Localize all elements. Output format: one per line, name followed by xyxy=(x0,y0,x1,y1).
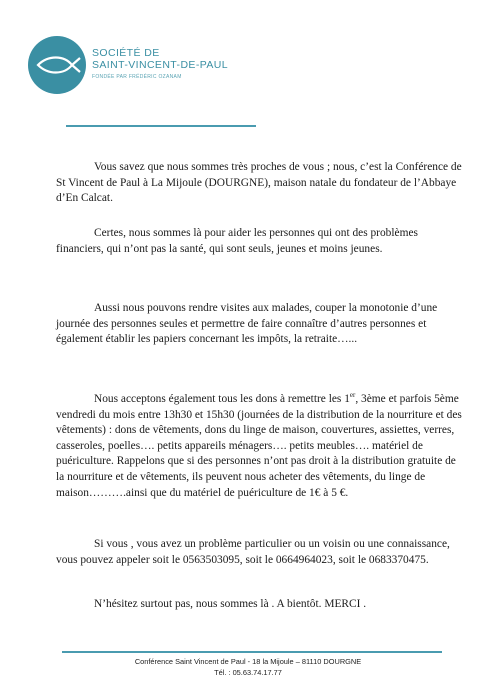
fish-icon xyxy=(28,36,86,94)
footer-phone: Tél. : 05.63.74.17.77 xyxy=(214,668,282,677)
paragraph-contact-text: Si vous , vous avez un problème particulier ou un voisin ou une connaissance, vous pouvez appeler soit le 0563503095, soit le 0664964023, soit le 0683370475. xyxy=(56,538,450,566)
paragraph-closing xyxy=(56,597,462,613)
paragraph-visits xyxy=(56,301,462,348)
footer-address: Conférence Saint Vincent de Paul - 18 la Mijoule – 81110 DOURGNE xyxy=(134,657,362,666)
paragraph-aid-text: Certes, nous sommes là pour aider les personnes qui ont des problèmes financiers, qui n’ont pas la santé, qui sont seuls, jeunes et moins jeunes. xyxy=(56,227,418,255)
logo-tagline: FONDÉE PAR FRÉDÉRIC OZANAM xyxy=(92,74,182,80)
footer-divider xyxy=(62,651,442,653)
paragraph-intro-text: Vous savez que nous sommes très proches de vous ; nous, c’est la Conférence de St Vincent de Paul à La Mijoule (DOURGNE), maison natale du fondateur de l’Abbaye d’En Calcat. xyxy=(56,161,462,205)
paragraph-aid xyxy=(56,226,462,257)
paragraph-donations xyxy=(56,392,462,501)
logo-wordmark xyxy=(92,47,228,80)
logo-line-2: SAINT-VINCENT-DE-PAUL xyxy=(92,59,228,71)
paragraph-intro xyxy=(56,160,462,207)
header-divider xyxy=(66,125,256,127)
paragraph-contact xyxy=(56,537,462,568)
paragraph-donations-text-end: , 3ème et parfois 5ème vendredi du mois entre 13h30 et 15h30 (journées de la distribution de la nourriture et des vêtements) : dons de vêtements, dons du linge de maison, couvertures, assiettes, verres, casseroles, poelles…. petits appareils ménagers…. petits meubles…. matériel de puériculture. Rappelons que si des personnes n’ont pas droit à la distribution gratuite de la nourriture et de vêtements, ils peuvent nous acheter des vêtements, du linge de maison……….ainsi que du matériel de puériculture de 1€ à 5 €. xyxy=(56,393,462,499)
logo-emblem xyxy=(28,36,86,94)
superscript-er: er xyxy=(349,391,356,400)
paragraph-visits-text: Aussi nous pouvons rendre visites aux malades, couper la monotonie d’une journée des personnes seules et permettre de faire connaître d’autres personnes et également établir les papiers concernant les impôts, la retraite…... xyxy=(56,302,438,346)
paragraph-closing-text: N’hésitez surtout pas, nous sommes là . A bientôt. MERCI . xyxy=(94,598,367,610)
paragraph-donations-text-start: Nous acceptons également tous les dons à remettre les 1 xyxy=(94,393,350,405)
logo-line-1: SOCIÉTÉ DE xyxy=(92,47,160,59)
